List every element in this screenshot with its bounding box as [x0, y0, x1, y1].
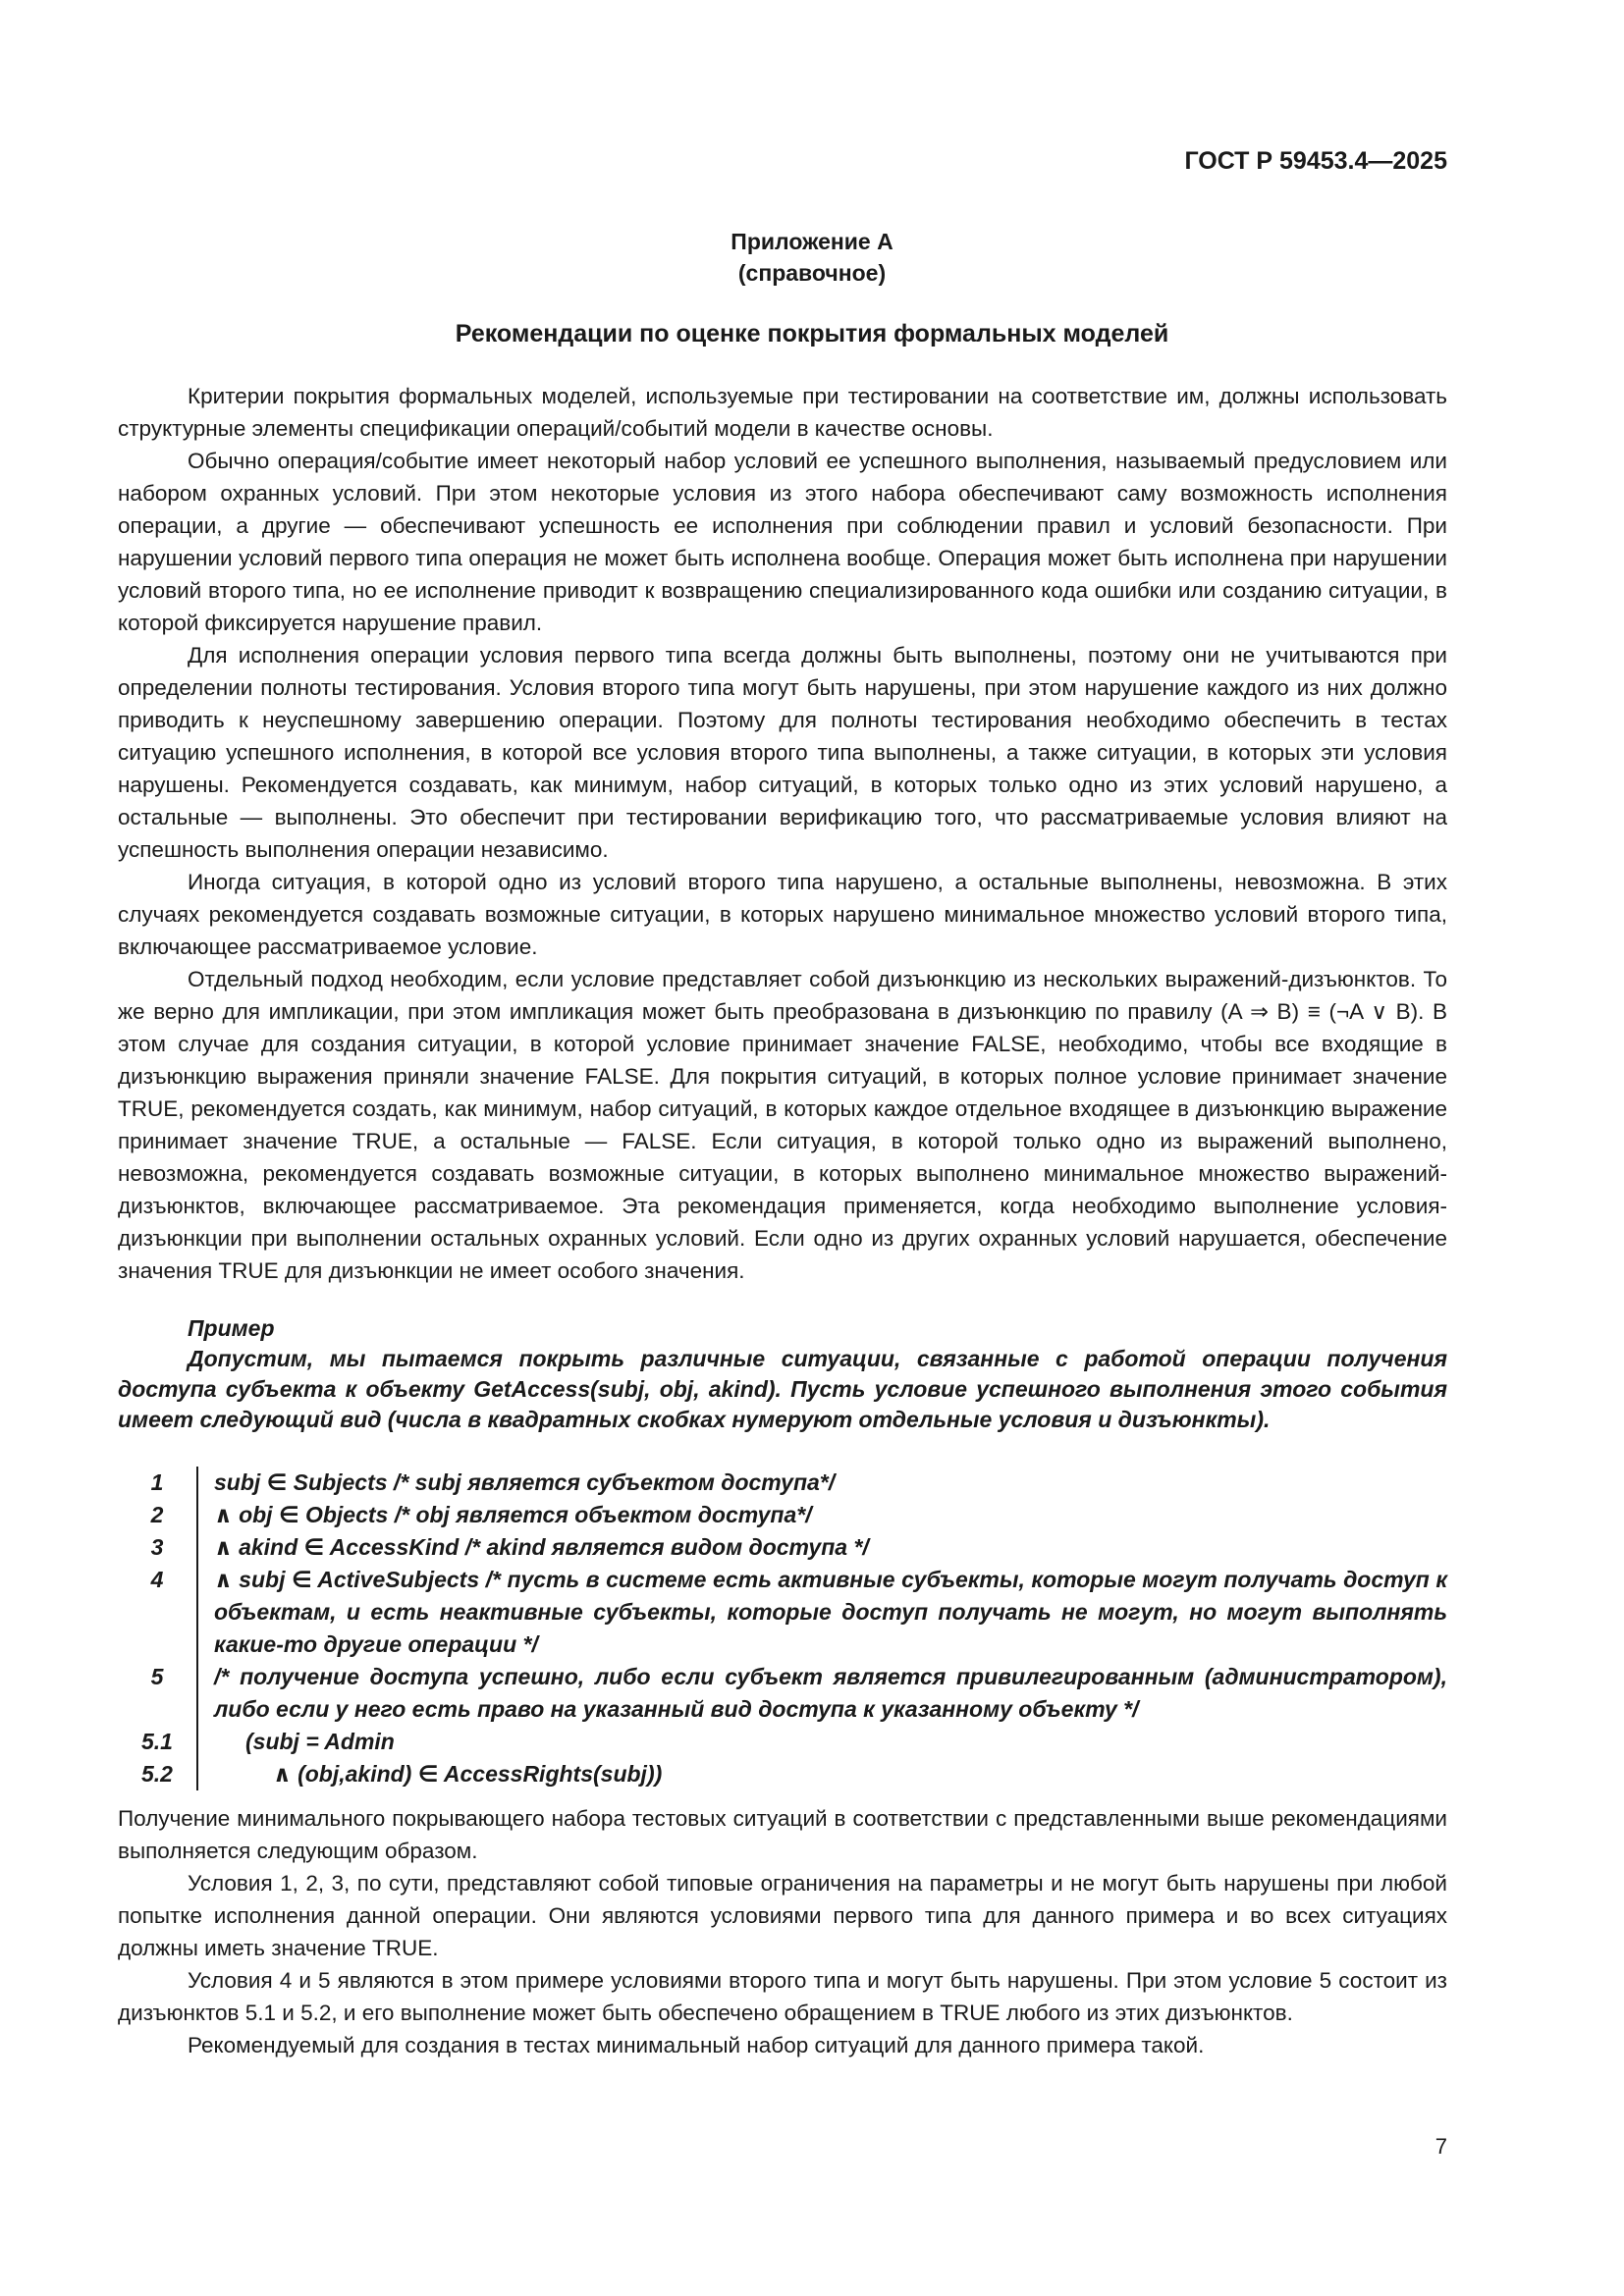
condition-number: 1	[150, 1469, 164, 1495]
condition-number: 2	[150, 1502, 164, 1527]
paragraph: Иногда ситуация, в которой одно из условий второго типа нарушено, а остальные выполнены, невозможна. В этих случаях рекомендуется создавать возможные ситуации, в которых нарушено минимальное множество условий второго типа, включающее рассматриваемое условие.	[118, 870, 1447, 959]
condition-row	[118, 1564, 1447, 1661]
condition-text	[196, 1758, 1447, 1790]
condition-row	[118, 1726, 1447, 1758]
annex-title: Приложение А	[731, 229, 893, 254]
condition-number: 5.1	[141, 1729, 173, 1754]
condition-number: 4	[150, 1567, 164, 1592]
condition-number: 3	[150, 1534, 164, 1560]
conditions-list	[118, 1467, 1447, 1790]
paragraph: Для исполнения операции условия первого типа всегда должны быть выполнены, поэтому они не учитываются при определении полноты тестирования. Условия второго типа могут быть нарушены, при этом нарушение каждого из них должно приводить к неуспешному завершению операции. Поэтому для полноты тестирования необходимо обеспечить в тестах ситуацию успешного исполнения, в которой все условия второго типа выполнены, а также ситуации, в которых эти условия нарушены. Рекомендуется создавать, как минимум, набор ситуаций, в которых только одно из этих условий нарушено, а остальные — выполнены. Это обеспечит при тестировании верификацию того, что рассматриваемые условия влияют на успешность выполнения операции независимо.	[118, 643, 1447, 862]
condition-row	[118, 1758, 1447, 1790]
annex-status: (справочное)	[737, 260, 887, 286]
page-number: 7	[1435, 2134, 1447, 2159]
condition-row	[118, 1499, 1447, 1531]
body-text-part2	[118, 1802, 1447, 2061]
condition-text	[196, 1726, 1447, 1758]
condition-text-content: (subj = Admin	[245, 1729, 395, 1754]
condition-row	[118, 1661, 1447, 1726]
condition-text: subj ∈ Subjects /* subj является субъектом доступа*/	[196, 1467, 1447, 1499]
condition-text: /* получение доступа успешно, либо если субъект является привилегированным (администратором), либо если у него есть право на указанный вид доступа к указанному объекту */	[196, 1661, 1447, 1726]
body-text-part1	[118, 380, 1447, 1287]
condition-text: ∧ akind ∈ AccessKind /* akind является видом доступа */	[196, 1531, 1447, 1564]
condition-text-content: ∧ (obj,akind) ∈ AccessRights(subj))	[273, 1761, 663, 1787]
annex-heading	[0, 226, 1624, 289]
paragraph: Получение минимального покрывающего набора тестовых ситуаций в соответствии с представленными выше рекомендациями выполняется следующим образом.	[118, 1806, 1447, 1863]
paragraph: Отдельный подход необходим, если условие представляет собой дизъюнкцию из нескольких выражений-дизъюнктов. То же верно для импликации, при этом импликация может быть преобразована в дизъюнкцию по правилу (A ⇒ B) ≡ (¬A ∨ B). В этом случае для создания ситуации, в которой условие принимает значение FALSE, необходимо, чтобы все входящие в дизъюнкцию выражения приняли значение FALSE. Для покрытия ситуаций, в которых полное условие принимает значение TRUE, рекомендуется создать, как минимум, набор ситуаций, в которых каждое отдельное входящее в дизъюнкцию выражение принимает значение TRUE, а остальные — FALSE. Если ситуация, в которой только одно из выражений выполнено, невозможна, рекомендуется создавать возможные ситуации, в которых выполнено минимальное множество выражений-дизъюнктов, включающее рассматриваемое. Эта рекомендация применяется, когда необходимо выполнение условия-дизъюнкции при выполнении остальных охранных условий. Если одно из других охранных условий нарушается, обеспечение значения TRUE для дизъюнкции не имеет особого значения.	[118, 967, 1447, 1283]
condition-number: 5	[150, 1664, 164, 1689]
condition-text: ∧ obj ∈ Objects /* obj является объектом доступа*/	[196, 1499, 1447, 1531]
example-intro: Допустим, мы пытаемся покрыть различные ситуации, связанные с работой операции получения доступа субъекта к объекту GetAccess(subj, obj, akind). Пусть условие успешного выполнения этого события имеет следующий вид (числа в квадратных скобках нумеруют отдельные условия и дизъюнкты).	[118, 1346, 1447, 1432]
example-block	[118, 1313, 1447, 1435]
paragraph: Условия 4 и 5 являются в этом примере условиями второго типа и могут быть нарушены. При этом условие 5 состоит из дизъюнктов 5.1 и 5.2, и его выполнение может быть обеспечено обращением в TRUE любого из этих дизъюнктов.	[118, 1968, 1447, 2025]
paragraph: Критерии покрытия формальных моделей, используемые при тестировании на соответствие им, должны использовать структурные элементы спецификации операций/событий модели в качестве основы.	[118, 384, 1447, 441]
paragraph: Обычно операция/событие имеет некоторый набор условий ее успешного выполнения, называемый предусловием или набором охранных условий. При этом некоторые условия из этого набора обеспечивают саму возможность исполнения операции, а другие — обеспечивают успешность ее исполнения при соблюдении правил и условий безопасности. При нарушении условий первого типа операция не может быть исполнена вообще. Операция может быть исполнена при нарушении условий второго типа, но ее исполнение приводит к возвращению специализированного кода ошибки или созданию ситуации, в которой фиксируется нарушение правил.	[118, 449, 1447, 635]
condition-row	[118, 1531, 1447, 1564]
condition-number: 5.2	[141, 1761, 173, 1787]
paragraph: Рекомендуемый для создания в тестах минимальный набор ситуаций для данного примера такой.	[188, 2033, 1205, 2057]
standard-code: ГОСТ Р 59453.4—2025	[1184, 147, 1447, 175]
example-label: Пример	[188, 1315, 275, 1341]
condition-row	[118, 1467, 1447, 1499]
paragraph: Условия 1, 2, 3, по сути, представляют собой типовые ограничения на параметры и не могут быть нарушены при любой попытке исполнения данной операции. Они являются условиями первого типа для данного примера и во всех ситуациях должны иметь значение TRUE.	[118, 1871, 1447, 1960]
condition-text: ∧ subj ∈ ActiveSubjects /* пусть в системе есть активные субъекты, которые могут получать доступ к объектам, и есть неактивные субъекты, которые доступ получать не могут, но могут выполнять какие-то другие операции */	[196, 1564, 1447, 1661]
section-title: Рекомендации по оценке покрытия формальных моделей	[455, 320, 1169, 347]
